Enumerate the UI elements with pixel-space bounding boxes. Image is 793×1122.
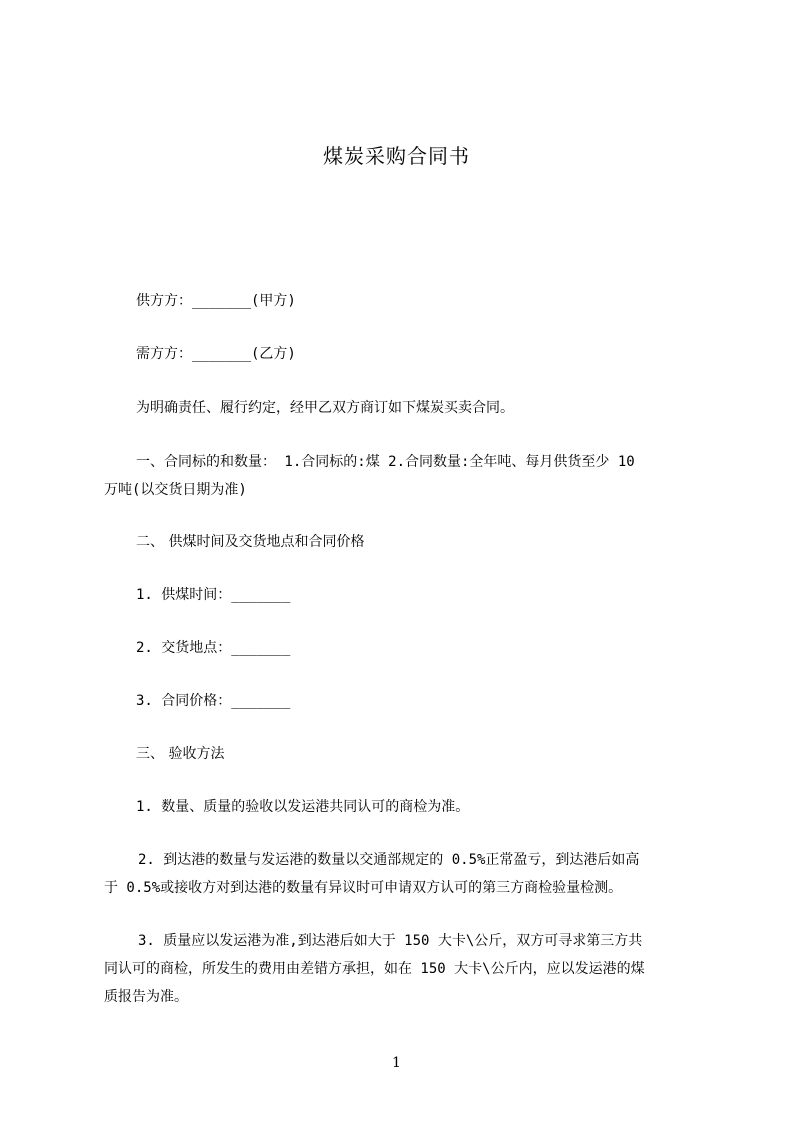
section-1-line-1: 一、合同标的和数量： 1.合同标的:煤 2.合同数量:全年吨、每月供货至少 10 (136, 454, 635, 470)
section-3-item-2-line-1: 2. 到达港的数量与发运港的数量以交通部规定的 0.5%正常盈亏，到达港后如高 (138, 852, 640, 868)
section-3-item-3-line-3: 质报告为准。 (104, 989, 188, 1005)
section-2-item-1: 1. 供煤时间：_______ (136, 587, 291, 603)
page-number: 1 (392, 1055, 401, 1071)
section-3-heading: 三、 验收方法 (136, 746, 225, 762)
section-2-item-3: 3. 合同价格：_______ (136, 693, 291, 709)
section-1-line-2: 万吨(以交货日期为准) (104, 482, 247, 498)
section-3-item-3-line-1: 3. 质量应以发运港为准,到达港后如大于 150 大卡\公斤，双方可寻求第三方共 (138, 933, 643, 949)
intro-paragraph: 为明确责任、履行约定，经甲乙双方商订如下煤炭买卖合同。 (136, 400, 514, 416)
buyer-line: 需方方：_______(乙方) (136, 346, 296, 362)
document-title: 煤炭采购合同书 (323, 144, 470, 168)
section-3-item-2-line-2: 于 0.5%或接收方对到达港的数量有异议时可申请双方认可的第三方商检验量检测。 (104, 880, 623, 896)
supplier-line: 供方方：_______(甲方) (136, 293, 296, 309)
section-2-item-2: 2. 交货地点：_______ (136, 640, 291, 656)
section-3-item-1: 1. 数量、质量的验收以发运港共同认可的商检为准。 (136, 799, 470, 815)
section-3-item-3-line-2: 同认可的商检，所发生的费用由差错方承担，如在 150 大卡\公斤内，应以发运港的煤 (104, 961, 645, 977)
section-2-heading: 二、 供煤时间及交货地点和合同价格 (136, 534, 365, 550)
